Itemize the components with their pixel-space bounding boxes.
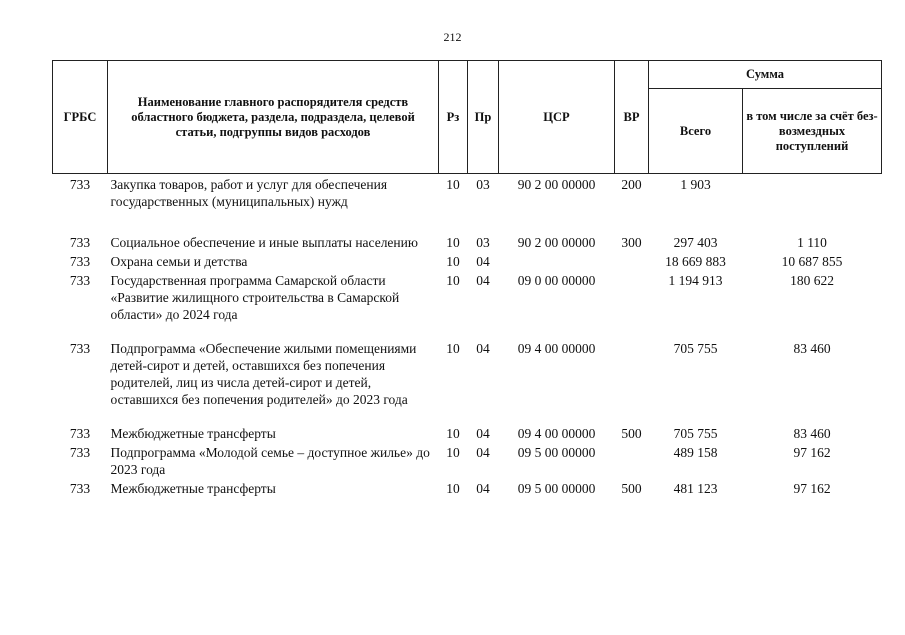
cell-total: 481 123 [673, 481, 718, 496]
cell-free: 1 110 [797, 235, 827, 250]
cell-name: Подпрограмма «Молодой семье – доступное жилье» до 2023 года [110, 445, 430, 477]
cell-vr [615, 270, 649, 338]
budget-table [52, 60, 882, 497]
cell-total: 705 755 [673, 341, 718, 356]
header-pr: Пр [468, 61, 499, 174]
table-row [53, 270, 882, 338]
cell-free: 97 162 [793, 445, 831, 460]
cell-vr [615, 251, 649, 270]
table-row [53, 251, 882, 270]
header-sum: Сумма [649, 61, 882, 89]
table-row [53, 442, 882, 478]
cell-name: Закупка товаров, работ и услуг для обеспечения государственных (муниципальных) нужд [110, 177, 388, 209]
table-body [53, 174, 882, 498]
cell-rz: 10 [446, 445, 460, 460]
cell-grbs: 733 [69, 254, 91, 269]
cell-grbs: 733 [69, 235, 91, 250]
cell-rz: 10 [446, 273, 460, 288]
cell-free: 10 687 855 [781, 254, 843, 269]
cell-grbs: 733 [69, 177, 91, 192]
cell-grbs: 733 [69, 341, 91, 356]
cell-pr: 03 [476, 235, 490, 250]
cell-vr: 300 [621, 235, 642, 250]
cell-free: 83 460 [793, 341, 831, 356]
cell-name: Межбюджетные трансферты [110, 426, 276, 441]
cell-csr: 09 4 00 00000 [517, 426, 596, 441]
cell-grbs: 733 [69, 273, 91, 288]
cell-vr: 500 [621, 426, 642, 441]
cell-free: 180 622 [790, 273, 834, 288]
cell-grbs: 733 [69, 426, 91, 441]
cell-pr: 04 [476, 341, 490, 356]
cell-pr: 04 [476, 481, 490, 496]
header-vr: ВР [615, 61, 649, 174]
cell-csr: 09 4 00 00000 [517, 341, 596, 356]
cell-vr: 200 [621, 177, 642, 192]
cell-vr [615, 338, 649, 423]
header-name: Наименование главного распорядителя средств областного бюджета, раздела, подраздела, целевой статьи, подгруппы видов расходов [108, 61, 439, 174]
cell-rz: 10 [446, 341, 460, 356]
cell-csr [499, 251, 615, 270]
cell-pr: 03 [476, 177, 490, 192]
table-row [53, 338, 882, 423]
table-header [53, 61, 882, 174]
cell-csr: 09 5 00 00000 [517, 481, 596, 496]
cell-pr: 04 [476, 273, 490, 288]
cell-name: Охрана семьи и детства [110, 254, 248, 269]
cell-name: Государственная программа Самарской области «Развитие жилищного строительства в Самарской области» до 2024 года [110, 273, 400, 322]
table-row [53, 423, 882, 442]
cell-pr: 04 [476, 254, 490, 269]
cell-grbs: 733 [69, 481, 91, 496]
cell-csr: 09 0 00 00000 [517, 273, 596, 288]
cell-total: 705 755 [673, 426, 718, 441]
header-grbs: ГРБС [53, 61, 108, 174]
cell-rz: 10 [446, 426, 460, 441]
cell-rz: 10 [446, 254, 460, 269]
cell-rz: 10 [446, 177, 460, 192]
cell-grbs: 733 [69, 445, 91, 460]
cell-free: 83 460 [793, 426, 831, 441]
cell-free: 97 162 [793, 481, 831, 496]
cell-csr: 09 5 00 00000 [517, 445, 596, 460]
cell-name: Подпрограмма «Обеспечение жилыми помещениями детей-сирот и детей, оставшихся без попечения родителей, лиц из числа детей-сирот и детей, оставшихся без попечения родителей» до 2023 года [110, 341, 417, 407]
cell-pr: 04 [476, 445, 490, 460]
cell-pr: 04 [476, 426, 490, 441]
cell-total: 489 158 [673, 445, 718, 460]
table-row [53, 232, 882, 251]
cell-rz: 10 [446, 235, 460, 250]
table-row [53, 478, 882, 497]
cell-vr [615, 442, 649, 478]
cell-total: 1 194 913 [668, 273, 723, 288]
header-rz: Рз [439, 61, 468, 174]
header-total: Всего [649, 89, 743, 174]
cell-free [743, 174, 882, 233]
cell-csr: 90 2 00 00000 [517, 177, 596, 192]
cell-csr: 90 2 00 00000 [517, 235, 596, 250]
header-csr: ЦСР [499, 61, 615, 174]
cell-total: 297 403 [673, 235, 718, 250]
cell-total: 1 903 [680, 177, 711, 192]
header-free: в том числе за счёт без-возмездных поступлений [743, 89, 882, 174]
cell-vr: 500 [621, 481, 642, 496]
cell-rz: 10 [446, 481, 460, 496]
page-number: 212 [443, 30, 462, 44]
table-row [53, 174, 882, 233]
cell-name: Межбюджетные трансферты [110, 481, 276, 496]
cell-name: Социальное обеспечение и иные выплаты населению [110, 235, 418, 250]
cell-total: 18 669 883 [665, 254, 726, 269]
